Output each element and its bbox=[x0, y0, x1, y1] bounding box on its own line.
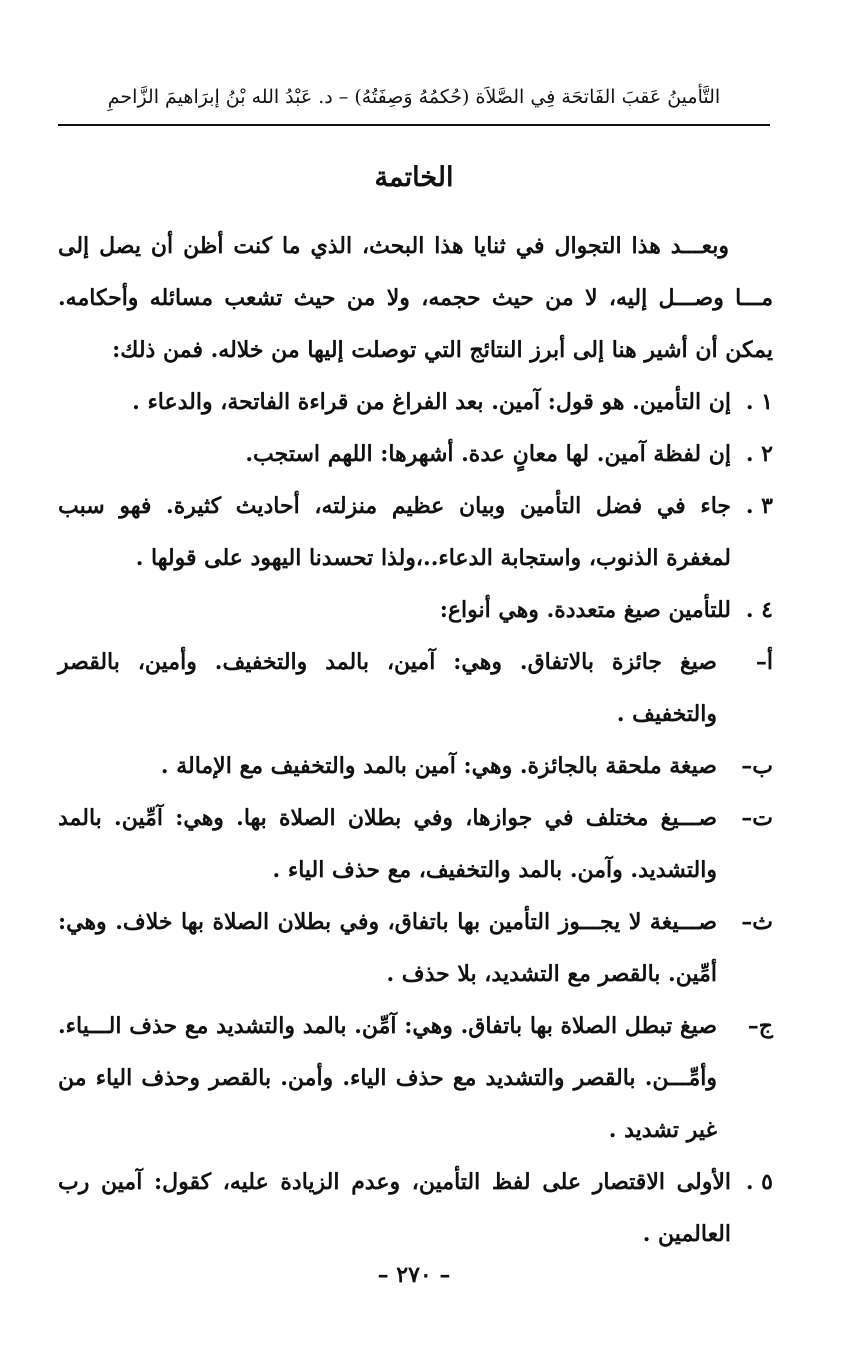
sub-list-marker: ج– bbox=[747, 1013, 773, 1039]
list-item-3 bbox=[58, 480, 773, 584]
sub-list-marker: ب– bbox=[741, 753, 773, 779]
document-body bbox=[58, 220, 773, 1260]
sub-list-marker: ت– bbox=[741, 805, 773, 831]
list-item-text: جاء في فضل التأمين وبيان عظيم منزلته، أحاديث كثيرة. فهو سبب لمغفرة الذنوب، واستجابة الدعاء..،ولذا تحسدنا اليهود على قولها . bbox=[58, 493, 731, 571]
sub-item-text: صـــيغ مختلف في جوازها، وفي بطلان الصلاة بها. وهي: آمِّين. بالمد والتشديد. وآمن. بالمد والتخفيف، مع حذف الياء . bbox=[58, 805, 717, 883]
sub-item-ba bbox=[58, 740, 773, 792]
sub-item-text: صيغة ملحقة بالجائزة. وهي: آمين بالمد والتخفيف مع الإمالة . bbox=[160, 753, 717, 779]
header-divider bbox=[58, 124, 770, 126]
section-title: الخاتمة bbox=[374, 162, 454, 193]
sub-item-jim bbox=[58, 1000, 773, 1156]
list-item-text: إن لفظة آمين. لها معانٍ عدة. أشهرها: اللهم استجب. bbox=[245, 441, 731, 467]
sub-item-text: صـــيغة لا يجـــوز التأمين بها باتفاق، وفي بطلان الصلاة بها خلاف. وهي: أمِّين. بالقصر مع التشديد، بلا حذف . bbox=[58, 909, 717, 987]
page-number: – ٢٧٠ – bbox=[377, 1262, 451, 1288]
list-marker: ٣ . bbox=[745, 493, 773, 519]
sub-item-text: صيغ جائزة بالاتفاق. وهي: آمين، بالمد والتخفيف. وأمين، بالقصر والتخفيف . bbox=[58, 649, 717, 727]
list-item-text: الأولى الاقتصار على لفظ التأمين، وعدم الزيادة عليه، كقول: آمين رب العالمين . bbox=[58, 1169, 731, 1247]
running-header: التَّأمينُ عَقبَ الفَاتحَة فِي الصَّلاَة (حُكمُهُ وَصِفَتُهُ) – د. عَبْدُ الله بْنُ إبرَاهيمَ الزَّاحمِ bbox=[107, 86, 721, 108]
sub-list-marker: ث– bbox=[741, 909, 773, 935]
list-marker: ٥ . bbox=[745, 1169, 773, 1195]
intro-paragraph: وبعـــد هذا التجوال في ثنايا هذا البحث، الذي ما كنت أظن أن يصل إلى مـــا وصـــل إليه، لا من حيث حجمه، ولا من حيث تشعب مسائله وأحكامه. يمكن أن أشير هنا إلى أبرز النتائج التي توصلت إليها من خلاله. فمن ذلك: bbox=[58, 233, 773, 363]
list-item-5 bbox=[58, 1156, 773, 1260]
list-item-4 bbox=[58, 584, 773, 636]
sub-item-alif bbox=[58, 636, 773, 740]
sub-item-ta bbox=[58, 792, 773, 896]
list-item-text: إن التأمين. هو قول: آمين. بعد الفراغ من قراءة الفاتحة، والدعاء . bbox=[132, 389, 731, 415]
list-item-text: للتأمين صيغ متعددة. وهي أنواع: bbox=[439, 597, 731, 623]
sub-item-text: صيغ تبطل الصلاة بها باتفاق. وهي: آمِّن. بالمد والتشديد مع حذف الـــياء. وأمِّـــن. بالقصر والتشديد مع حذف الياء. وأمن. بالقصر وحذف الياء من غير تشديد . bbox=[58, 1013, 717, 1143]
list-marker: ٤ . bbox=[745, 597, 773, 623]
sub-list bbox=[58, 636, 773, 1156]
list-marker: ٢ . bbox=[745, 441, 773, 467]
sub-item-tha bbox=[58, 896, 773, 1000]
list-item-2 bbox=[58, 428, 773, 480]
list-marker: ١ . bbox=[745, 389, 773, 415]
list-item-1 bbox=[58, 376, 773, 428]
sub-list-marker: أ– bbox=[755, 649, 773, 675]
